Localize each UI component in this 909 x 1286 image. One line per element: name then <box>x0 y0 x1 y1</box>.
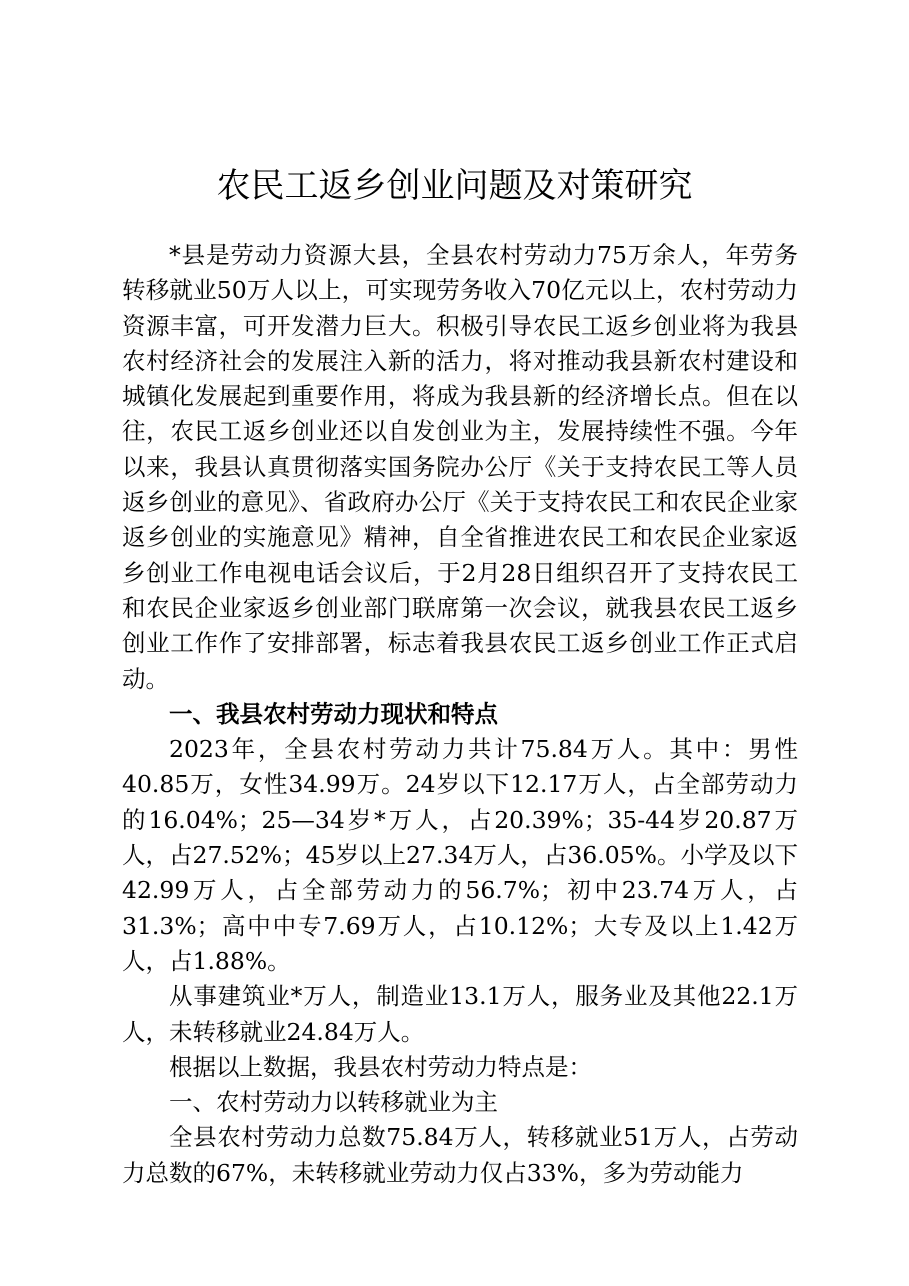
transfer-paragraph: 全县农村劳动力总数75.84万人，转移就业51万人，占劳动力总数的67%，未转移就业劳动力仅占33%，多为劳动能力 <box>122 1123 798 1187</box>
document-title: 农民工返乡创业问题及对策研究 <box>216 166 693 206</box>
document-body <box>122 238 798 1191</box>
statistics-paragraph: 2023年，全县农村劳动力共计75.84万人。其中：男性40.85万，女性34.99万。24岁以下12.17万人，占全部劳动力的16.04%；25—34岁*万人，占20.39%；35-44岁20.87万人，占27.52%；45岁以上27.34万人，占36.05%。小学及以下42.99万人，占全部劳动力的56.7%；初中23.74万人，占31.3%；高中中专7.69万人，占10.12%；大专及以上1.42万人，占1.88%。 <box>122 735 798 975</box>
summary-lead-paragraph: 根据以上数据，我县农村劳动力特点是： <box>169 1052 592 1081</box>
industry-paragraph: 从事建筑业*万人，制造业13.1万人，服务业及其他22.1万人，未转移就业24.84万人。 <box>122 982 798 1046</box>
subsection-heading: 一、农村劳动力以转移就业为主 <box>169 1088 498 1117</box>
intro-paragraph: *县是劳动力资源大县，全县农村劳动力75万余人，年劳务转移就业50万人以上，可实现劳务收入70亿元以上，农村劳动力资源丰富，可开发潜力巨大。积极引导农民工返乡创业将为我县农村经济社会的发展注入新的活力，将对推动我县新农村建设和城镇化发展起到重要作用，将成为我县新的经济增长点。但在以往，农民工返乡创业还以自发创业为主，发展持续性不强。今年以来，我县认真贯彻落实国务院办公厅《关于支持农民工等人员返乡创业的意见》、省政府办公厅《关于支持农民工和农民企业家返乡创业的实施意见》精神，自全省推进农民工和农民企业家返乡创业工作电视电话会议后，于2月28日组织召开了支持农民工和农民企业家返乡创业部门联席第一次会议，就我县农民工返乡创业工作作了安排部署，标志着我县农民工返乡创业工作正式启动。 <box>122 241 798 693</box>
section-heading: 一、我县农村劳动力现状和特点 <box>169 699 498 728</box>
